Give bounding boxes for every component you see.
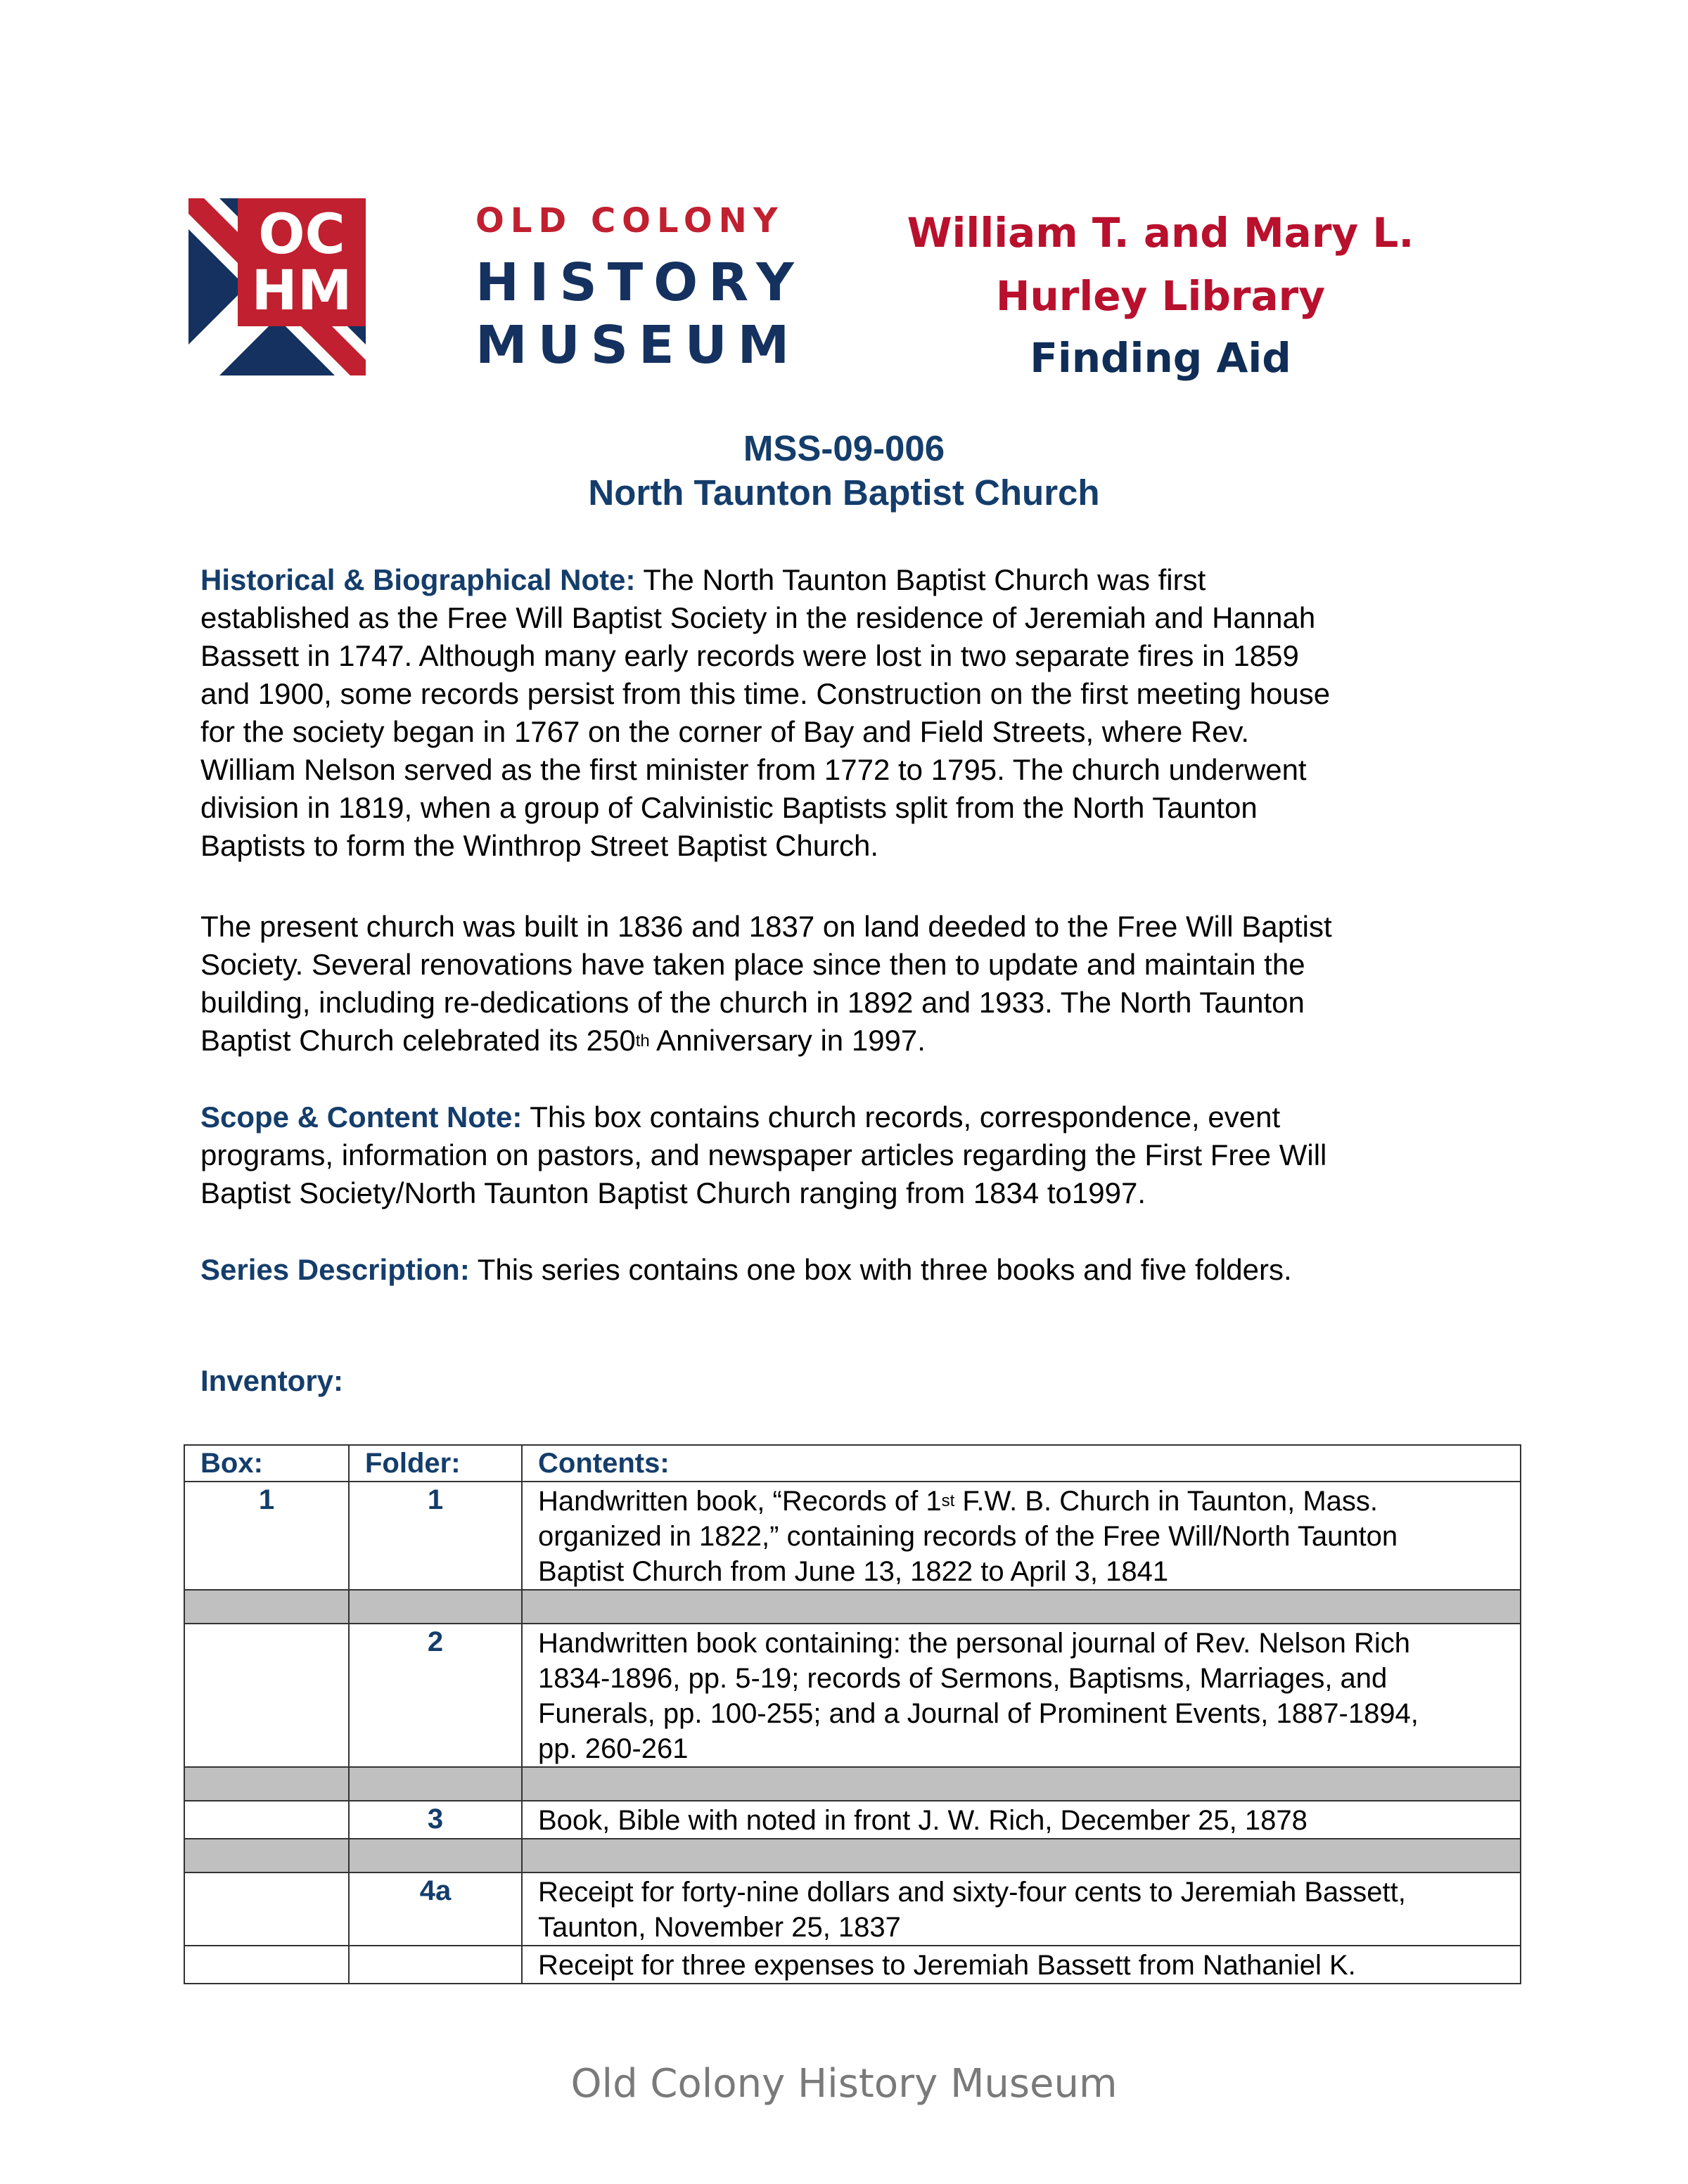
paragraph-line: building, including re-dedications of the church in 1892 and 1933. The North Taunton bbox=[200, 986, 1305, 1019]
collection-id: MSS-09-006 bbox=[743, 428, 945, 468]
contents-line: Taunton, November 25, 1837 bbox=[538, 1912, 901, 1943]
series-description bbox=[200, 1251, 1292, 1289]
library-name-line1: William T. and Mary L. bbox=[907, 209, 1414, 257]
folder-number: 4a bbox=[349, 1873, 522, 1946]
contents-line: Receipt for forty-nine dollars and sixty-four cents to Jeremiah Bassett, bbox=[538, 1877, 1406, 1908]
contents-line: Book, Bible with noted in front J. W. Rich, December 25, 1878 bbox=[538, 1805, 1307, 1836]
logo-text-history: HISTORY bbox=[475, 252, 805, 313]
scope-note-line bbox=[200, 1098, 1326, 1136]
scope-note-line: programs, information on pastors, and newspaper articles regarding the First Free Will bbox=[200, 1138, 1327, 1171]
contents-text: Handwritten book, “Records of 1 bbox=[538, 1486, 942, 1517]
historical-note-line: division in 1819, when a group of Calvinistic Baptists split from the North Taunton bbox=[200, 791, 1258, 824]
table-row bbox=[184, 1482, 1521, 1590]
library-name-line2: Hurley Library bbox=[995, 272, 1326, 320]
contents-cell bbox=[522, 1873, 1521, 1946]
box-number bbox=[184, 1801, 349, 1839]
contents-line bbox=[538, 1484, 1520, 1519]
header-contents: Contents: bbox=[522, 1445, 1521, 1482]
scope-note-text: This box contains church records, correspondence, event bbox=[522, 1100, 1281, 1133]
separator-row bbox=[184, 1590, 1521, 1624]
historical-note-text: The North Taunton Baptist Church was first bbox=[635, 563, 1206, 596]
contents-text: F.W. B. Church in Taunton, Mass. bbox=[954, 1486, 1379, 1517]
inventory-table bbox=[184, 1444, 1521, 1984]
historical-note-line bbox=[200, 561, 1330, 599]
series-description-label: Series Description: bbox=[200, 1253, 470, 1286]
contents-line: 1834-1896, pp. 5-19; records of Sermons, Baptisms, Marriages, and bbox=[538, 1663, 1388, 1694]
logo-monogram-bottom: HM bbox=[251, 259, 352, 323]
box-number: 1 bbox=[184, 1482, 349, 1590]
contents-line: Handwritten book containing: the personal journal of Rev. Nelson Rich bbox=[538, 1628, 1410, 1659]
historical-note-label: Historical & Biographical Note: bbox=[200, 563, 636, 596]
contents-cell bbox=[522, 1624, 1521, 1767]
contents-line: pp. 260-261 bbox=[538, 1733, 689, 1764]
table-header-row bbox=[184, 1445, 1521, 1482]
paragraph-line: Society. Several renovations have taken place since then to update and maintain the bbox=[200, 948, 1305, 981]
folder-number: 3 bbox=[349, 1801, 522, 1839]
table-row bbox=[184, 1946, 1521, 1984]
scope-content-note bbox=[200, 1098, 1326, 1212]
table-row bbox=[184, 1801, 1521, 1839]
separator-row bbox=[184, 1839, 1521, 1873]
folder-number: 1 bbox=[349, 1482, 522, 1590]
separator-row bbox=[184, 1767, 1521, 1801]
contents-cell bbox=[522, 1946, 1521, 1984]
scope-note-line: Baptist Society/North Taunton Baptist Church ranging from 1834 to1997. bbox=[200, 1176, 1146, 1209]
scope-note-label: Scope & Content Note: bbox=[200, 1100, 523, 1133]
contents-line: organized in 1822,” containing records of the Free Will/North Taunton bbox=[538, 1521, 1398, 1552]
series-description-text: This series contains one box with three books and five folders. bbox=[469, 1253, 1292, 1286]
museum-logo bbox=[188, 198, 805, 375]
historical-note-line: Bassett in 1747. Although many early records were lost in two separate fires in 1859 bbox=[200, 639, 1299, 672]
paragraph-text: Baptist Church celebrated its 250 bbox=[200, 1024, 636, 1057]
historical-note-line: and 1900, some records persist from this time. Construction on the first meeting house bbox=[200, 677, 1331, 710]
box-number bbox=[184, 1946, 349, 1984]
paragraph-text: Anniversary in 1997. bbox=[649, 1024, 926, 1057]
folder-number bbox=[349, 1946, 522, 1984]
header-folder: Folder: bbox=[349, 1445, 522, 1482]
inventory-heading: Inventory: bbox=[200, 1364, 344, 1397]
paragraph-line bbox=[200, 1022, 1332, 1060]
header-box: Box: bbox=[184, 1445, 349, 1482]
ordinal-superscript: th bbox=[635, 1032, 650, 1051]
historical-note-line: Baptists to form the Winthrop Street Baptist Church. bbox=[200, 829, 879, 862]
table-row bbox=[184, 1873, 1521, 1946]
contents-line: Receipt for three expenses to Jeremiah Bassett from Nathaniel K. bbox=[538, 1950, 1356, 1981]
series-description-line bbox=[200, 1251, 1292, 1289]
logo-monogram-top: OC bbox=[258, 203, 345, 266]
contents-cell bbox=[522, 1801, 1521, 1839]
historical-note-line: for the society began in 1767 on the corner of Bay and Field Streets, where Rev. bbox=[200, 715, 1250, 748]
box-number bbox=[184, 1873, 349, 1946]
table-row bbox=[184, 1624, 1521, 1767]
collection-title: North Taunton Baptist Church bbox=[588, 473, 1100, 513]
historical-note-line: established as the Free Will Baptist Society in the residence of Jeremiah and Hannah bbox=[200, 601, 1316, 634]
historical-note bbox=[200, 561, 1330, 865]
ordinal-superscript: st bbox=[941, 1491, 955, 1510]
present-church-paragraph bbox=[200, 908, 1332, 1060]
document-type-title: Finding Aid bbox=[1030, 334, 1291, 382]
historical-note-line: William Nelson served as the first minister from 1772 to 1795. The church underwent bbox=[200, 753, 1307, 786]
box-number bbox=[184, 1624, 349, 1767]
page-footer: Old Colony History Museum bbox=[570, 2061, 1118, 2107]
contents-line: Baptist Church from June 13, 1822 to April 3, 1841 bbox=[538, 1556, 1169, 1587]
folder-number: 2 bbox=[349, 1624, 522, 1767]
paragraph-line: The present church was built in 1836 and 1837 on land deeded to the Free Will Baptist bbox=[200, 910, 1332, 943]
contents-line: Funerals, pp. 100-255; and a Journal of Prominent Events, 1887-1894, bbox=[538, 1698, 1419, 1729]
logo-text-old-colony: OLD COLONY bbox=[475, 201, 784, 240]
union-jack-logo-mark bbox=[188, 198, 366, 375]
logo-text-museum: MUSEUM bbox=[475, 315, 800, 375]
contents-cell bbox=[522, 1482, 1521, 1590]
